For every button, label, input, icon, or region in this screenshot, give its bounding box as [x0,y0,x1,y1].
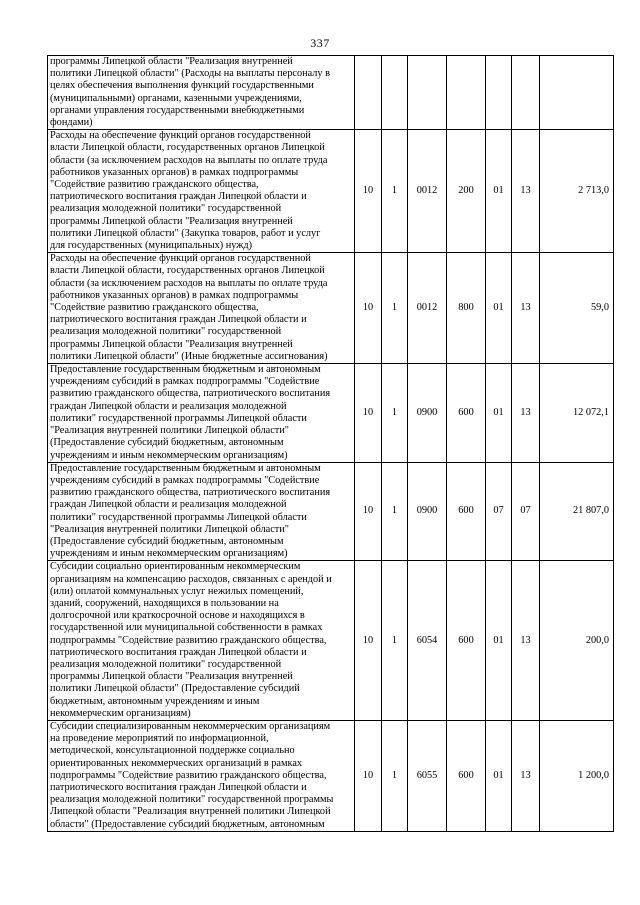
cell-subsection: 13 [512,364,540,463]
cell-subsection [512,56,540,130]
cell-target-code: 6055 [408,720,447,831]
cell-expense-type: 600 [447,561,486,721]
cell-subsection: 13 [512,253,540,364]
budget-table [47,55,614,832]
cell-program-code: 1 [382,462,408,561]
cell-admin-code [355,56,382,130]
table-row [48,561,614,721]
cell-admin-code: 10 [355,364,382,463]
cell-program-code: 1 [382,720,408,831]
cell-target-code [408,56,447,130]
cell-amount: 59,0 [540,253,614,364]
cell-section [486,56,512,130]
cell-program-code: 1 [382,253,408,364]
cell-admin-code: 10 [355,130,382,253]
row-description: Субсидии социально ориентированным некоммерческим организациям на компенсацию расходов, связанных с арендой и (или) оплатой коммунальных услуг нежилых помещений, зданий, сооружений, находящихся в пользовании на долгосрочной или краткосрочной основе и находящихся в государственной или муниципальной собственности в рамках подпрограммы "Содействие развитию гражданского общества, патриотического воспитания граждан Липецкой области и реализация молодежной политики" государственной программы Липецкой области "Реализация внутренней политики Липецкой области" (Предоставление субсидий бюджетным, автономным учреждениям и иным некоммерческим организациям) [48,561,355,721]
cell-expense-type: 200 [447,130,486,253]
cell-amount: 200,0 [540,561,614,721]
cell-subsection: 07 [512,462,540,561]
table-row [48,462,614,561]
cell-section: 01 [486,561,512,721]
table-row [48,720,614,831]
cell-section: 01 [486,253,512,364]
cell-subsection: 13 [512,561,540,721]
cell-section: 01 [486,130,512,253]
cell-amount: 2 713,0 [540,130,614,253]
cell-amount: 21 807,0 [540,462,614,561]
cell-target-code: 0900 [408,364,447,463]
row-description: Предоставление государственным бюджетным и автономным учреждениям субсидий в рамках подпрограммы "Содействие развитию гражданского общества, патриотического воспитания граждан Липецкой области и реализация молодежной политики" государственной программы Липецкой области "Реализация внутренней политики Липецкой области" (Предоставление субсидий бюджетным, автономным учреждениям и иным некоммерческим организациям) [48,364,355,463]
table-row [48,130,614,253]
cell-target-code: 0900 [408,462,447,561]
cell-program-code: 1 [382,130,408,253]
row-description: программы Липецкой области "Реализация внутренней политики Липецкой области" (Расходы на выплаты персоналу в целях обеспечения выполнения функций государственными (муниципальными) органами, казенными учреждениями, органами управления государственными внебюджетными фондами) [48,56,355,130]
cell-section: 07 [486,462,512,561]
cell-program-code [382,56,408,130]
cell-amount: 12 072,1 [540,364,614,463]
cell-admin-code: 10 [355,253,382,364]
cell-admin-code: 10 [355,462,382,561]
row-description: Субсидии специализированным некоммерческим организациям на проведение мероприятий по информационной, методической, консультационной поддержке социально ориентированных некоммерческих организаций в рамках подпрограммы "Содействие развитию гражданского общества, патриотического воспитания граждан Липецкой области и реализация молодежной политики" государственной программы Липецкой области "Реализация внутренней политики Липецкой области" (Предоставление субсидий бюджетным, автономным [48,720,355,831]
cell-amount: 1 200,0 [540,720,614,831]
table-row [48,364,614,463]
table-row [48,253,614,364]
cell-target-code: 0012 [408,130,447,253]
cell-expense-type: 600 [447,364,486,463]
row-description: Расходы на обеспечение функций органов государственной власти Липецкой области, государственных органов Липецкой области (за исключением расходов на выплаты по оплате труда работников указанных органов) в рамках подпрограммы "Содействие развитию гражданского общества, патриотического воспитания граждан Липецкой области и реализация молодежной политики" государственной программы Липецкой области "Реализация внутренней политики Липецкой области" (Закупка товаров, работ и услуг для государственных (муниципальных) нужд) [48,130,355,253]
row-description: Расходы на обеспечение функций органов государственной власти Липецкой области, государственных органов Липецкой области (за исключением расходов на выплаты по оплате труда работников указанных органов) в рамках подпрограммы "Содействие развитию гражданского общества, патриотического воспитания граждан Липецкой области и реализация молодежной политики" государственной программы Липецкой области "Реализация внутренней политики Липецкой области" (Иные бюджетные ассигнования) [48,253,355,364]
cell-amount [540,56,614,130]
cell-subsection: 13 [512,720,540,831]
cell-expense-type [447,56,486,130]
cell-target-code: 0012 [408,253,447,364]
cell-program-code: 1 [382,364,408,463]
page-number: 337 [310,36,330,50]
cell-section: 01 [486,364,512,463]
cell-target-code: 6054 [408,561,447,721]
table-row [48,56,614,130]
cell-subsection: 13 [512,130,540,253]
cell-expense-type: 600 [447,462,486,561]
cell-admin-code: 10 [355,720,382,831]
cell-program-code: 1 [382,561,408,721]
cell-expense-type: 600 [447,720,486,831]
row-description: Предоставление государственным бюджетным и автономным учреждениям субсидий в рамках подпрограммы "Содействие развитию гражданского общества, патриотического воспитания граждан Липецкой области и реализация молодежной политики" государственной программы Липецкой области "Реализация внутренней политики Липецкой области" (Предоставление субсидий бюджетным, автономным учреждениям и иным некоммерческим организациям) [48,462,355,561]
cell-admin-code: 10 [355,561,382,721]
cell-expense-type: 800 [447,253,486,364]
cell-section: 01 [486,720,512,831]
